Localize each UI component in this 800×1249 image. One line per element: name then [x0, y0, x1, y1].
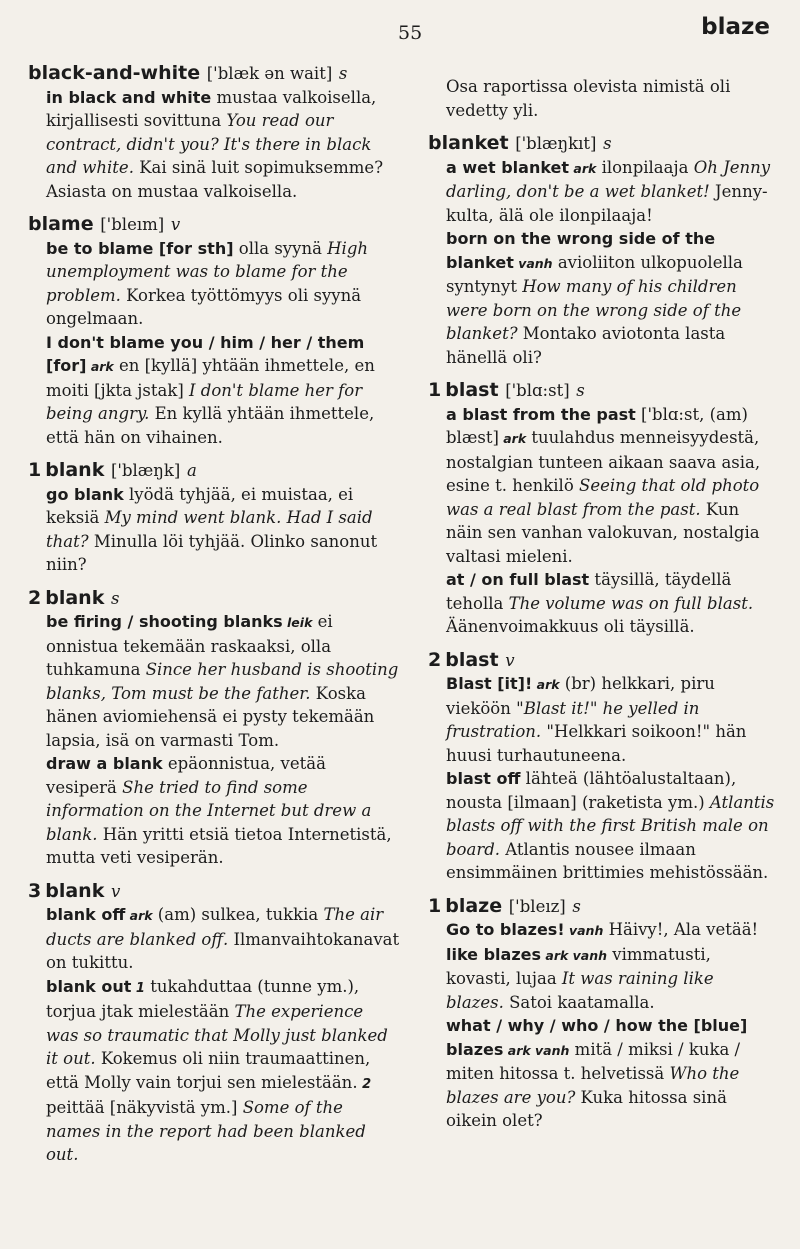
left-column [28, 62, 400, 1175]
sense: be to blame [for sth] olla syynä High unemployment was to blame for the problem. Korkea työttömyys oli syynä ongelmaan. [46, 238, 369, 328]
headword: 2 blast v [428, 648, 515, 671]
sense: I don't blame you / him / her / them [for] ark en [kyllä] yhtään ihmettele, en moiti [jkta jstak] I don't blame her for being angry. En kyllä yhtään ihmettele, että hän on vihainen. [46, 332, 375, 447]
sense: a wet blanket ark ilonpilaaja Oh Jenny darling, don't be a wet blanket! Jenny-kulta, älä ole ilonpilaaja! [446, 157, 771, 225]
sense: blast off lähteä (lähtöalustaltaan), nousta [ilmaan] (raketista ym.) Atlantis blasts off with the first British male on board. Atlantis nousee ilmaan ensimmäinen brittimies mehistössään. [446, 769, 775, 882]
sense: draw a blank epäonnistua, vetää vesiperä She tried to find some information on the Internet but drew a blank. Hän yritti etsiä tietoa Internetistä, mutta veti vesiperän. [46, 754, 392, 867]
headword: black-and-white ['blæk ən wait] s [28, 62, 348, 84]
entry-blaze-s [428, 895, 776, 1133]
sense: a blast from the past ['blɑ:st, (am) blæst] ark tuulahdus menneisyydestä, nostalgian tunteen aikaan saava asia, esine t. henkilö Seeing that old photo was a real blast from the past. Kun näin sen vanhan valokuvan, nostalgia valtasi mieleni. [446, 404, 761, 566]
sense: Go to blazes! vanh Häivy!, Ala vetää! [446, 920, 759, 939]
headword: 1 blast ['blɑ:st] s [428, 379, 585, 401]
headword: 2 blank s [28, 586, 120, 609]
right-column [428, 75, 776, 1141]
headword: blanket ['blæŋkıt] s [428, 132, 612, 154]
continued-text: Osa raportissa olevista nimistä oli vedetty yli. [446, 77, 731, 120]
sense: born on the wrong side of the blanket vanh avioliiton ulkopuolella syntynyt How many of his children were born on the wrong side of the blanket? Montako aviotonta lasta hänellä oli? [446, 229, 743, 367]
entry-blank-s [28, 587, 400, 870]
sense: blank off ark (am) sulkea, tukkia The air ducts are blanked off. Ilmanvaihtokanavat on tukittu. [46, 905, 400, 972]
sense: in black and white mustaa valkoisella, kirjallisesti sovittuna You read our contract, didn't you? It's there in black and white. Kai sinä luit sopimuksemme? Asiasta on mustaa valkoisella. [46, 87, 384, 201]
sense: blank out 1 tukahduttaa (tunne ym.), torjua jtak mielestään The experience was so traumatic that Molly just blanked it out. Kokemus oli niin traumaattinen, että Molly vain torjui sen mielestään. 2 peittää [näkyvistä ym.] Some of the names in the report had been blanked out. [46, 976, 388, 1164]
guide-word: blaze [701, 14, 770, 40]
sense: Blast [it]! ark (br) helkkari, piru vieköön "Blast it!" he yelled in frustration. "Helkkari soikoon!" hän huusi turhautuneena. [446, 674, 747, 765]
entry-blame [28, 213, 400, 449]
page-number: 55 [398, 22, 423, 44]
sense: what / why / who / how the [blue] blazes ark vanh mitä / miksi / kuka / miten hitossa t. helvetissä Who the blazes are you? Kuka hitossa sinä oikein olet? [446, 1016, 748, 1130]
entry-blank-v [28, 880, 400, 1167]
headword: 3 blank v [28, 879, 121, 902]
sense: go blank lyödä tyhjää, ei muistaa, ei keksiä My mind went blank. Had I said that? Minulla löi tyhjää. Olinko sanonut niin? [46, 484, 378, 574]
sense: at / on full blast täysillä, täydellä teholla The volume was on full blast. Äänenvoimakkuus oli täysillä. [446, 570, 754, 636]
sense: like blazes ark vanh vimmatusti, kovasti, lujaa It was raining like blazes. Satoi kaatamalla. [446, 944, 714, 1012]
sense: be firing / shooting blanks leik ei onnistua tekemään raskaaksi, olla tuhkamuna Since her husband is shooting blanks, Tom must be the father. Koska hänen aviomiehensä ei pysty tekemään lapsia, isä on varmasti Tom. [46, 612, 399, 750]
entry-black-and-white [28, 62, 400, 203]
headword: 1 blank ['blæŋk] a [28, 459, 197, 481]
entry-blanket [428, 132, 776, 369]
entry-blank-a [28, 459, 400, 577]
headword: blame ['bleım] v [28, 213, 181, 235]
entry-blast-v [428, 649, 776, 885]
headword: 1 blaze ['bleız] s [428, 894, 581, 917]
entry-blast-s [428, 379, 776, 639]
